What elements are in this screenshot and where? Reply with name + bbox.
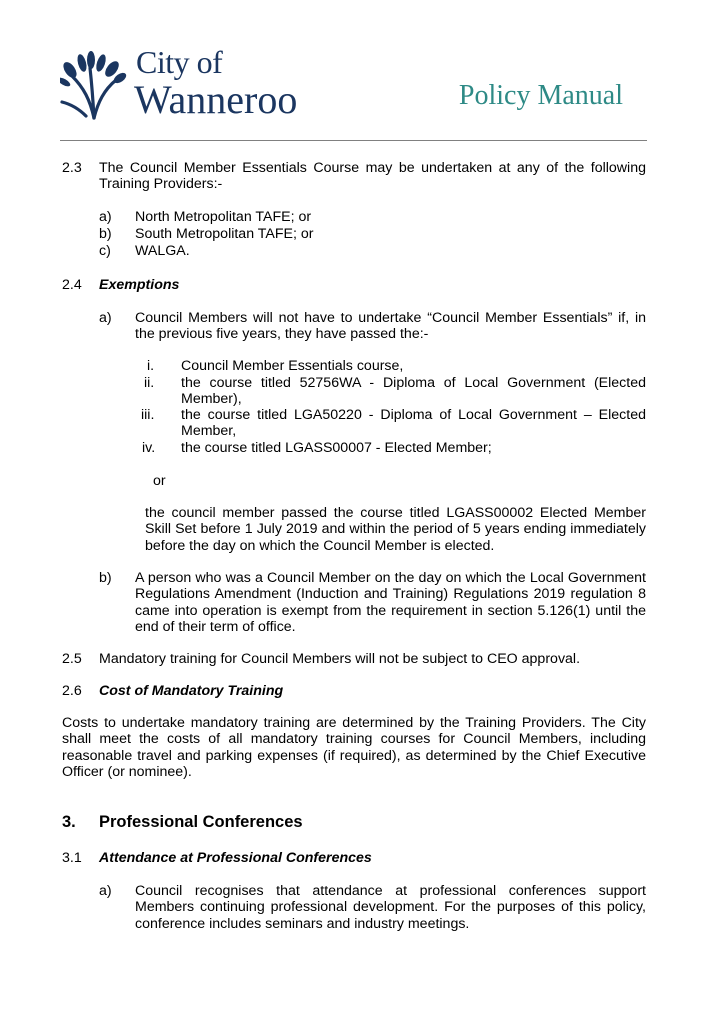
list-item — [99, 243, 190, 259]
or-text: or — [153, 473, 166, 489]
roman-label: ii. — [144, 375, 155, 391]
exemption-a — [99, 310, 646, 343]
roman-item — [137, 358, 646, 374]
conference-a — [99, 883, 646, 932]
section-2-4-heading — [62, 277, 179, 293]
section-number: 3.1 — [62, 850, 82, 866]
roman-label: i. — [147, 358, 155, 374]
section-2-3 — [62, 160, 646, 193]
section-heading: Attendance at Professional Conferences — [99, 850, 372, 866]
kangaroo-paw-logo-icon — [60, 50, 128, 120]
list-item-label: b) — [99, 226, 112, 242]
list-item — [99, 209, 311, 225]
section-3-1-heading — [62, 850, 372, 866]
section-3-heading — [62, 814, 303, 830]
roman-text: Council Member Essentials course, — [181, 358, 404, 374]
logo-name-text: Wanneroo — [134, 77, 298, 122]
section-text: Mandatory training for Council Members will not be subject to CEO approval. — [99, 651, 581, 667]
logo-city-text: City of — [136, 44, 223, 80]
roman-text: the course titled LGA50220 - Diploma of Local Government – Elected Member, — [181, 407, 646, 440]
list-item-label: b) — [99, 570, 112, 586]
section-2-5 — [62, 651, 580, 667]
section-number: 2.5 — [62, 651, 82, 667]
cost-paragraph: Costs to undertake mandatory training are determined by the Training Providers. The City shall meet the costs of all mandatory training courses for Council Members, including reasonable travel and parking expenses (if required), as determined by the Chief Executive Officer (or nominee). — [62, 715, 646, 780]
section-2-6-heading — [62, 683, 283, 699]
list-item — [99, 226, 313, 242]
section-heading: Exemptions — [99, 277, 180, 293]
list-item-label: c) — [99, 243, 111, 259]
list-item-text: South Metropolitan TAFE; or — [135, 226, 314, 242]
roman-item — [137, 440, 646, 456]
list-item-text: WALGA. — [135, 243, 190, 259]
section-number: 3. — [62, 813, 76, 831]
list-item-label: a) — [99, 310, 112, 326]
section-heading: Cost of Mandatory Training — [99, 683, 284, 699]
policy-manual-title: Policy Manual — [458, 80, 623, 111]
roman-label: iii. — [141, 407, 155, 423]
list-item-text: Council recognises that attendance at professional conferences support Members continuing professional development. For the purposes of this policy, conference includes seminars and industry meetings. — [135, 883, 646, 932]
section-number: 2.4 — [62, 277, 82, 293]
section-text: The Council Member Essentials Course may be undertaken at any of the following Training Providers:- — [99, 160, 646, 193]
city-of-wanneroo-logo — [60, 44, 330, 124]
list-item-text: Council Members will not have to undertake “Council Member Essentials” if, in the previous five years, they have passed the:- — [135, 310, 646, 343]
roman-text: the course titled LGASS00007 - Elected Member; — [181, 440, 492, 456]
section-number: 2.6 — [62, 683, 82, 699]
roman-text: the course titled 52756WA - Diploma of Local Government (Elected Member), — [181, 375, 646, 408]
roman-item — [137, 375, 646, 408]
skill-set-paragraph: the council member passed the course titled LGASS00002 Elected Member Skill Set before 1 July 2019 and within the period of 5 years ending immediately before the day on which the Council Member is elected. — [145, 505, 646, 554]
section-heading: Professional Conferences — [99, 813, 303, 831]
roman-label: iv. — [142, 440, 156, 456]
header-divider — [60, 140, 647, 141]
section-number: 2.3 — [62, 160, 82, 176]
list-item-label: a) — [99, 883, 112, 899]
list-item-text: North Metropolitan TAFE; or — [135, 209, 312, 225]
exemption-b — [99, 570, 646, 635]
list-item-label: a) — [99, 209, 112, 225]
roman-item — [137, 407, 646, 440]
list-item-text: A person who was a Council Member on the day on which the Local Government Regulations Amendment (Induction and Training) Regulations 2019 regulation 8 came into operation is exempt from the requirement in section 5.126(1) until the end of their term of office. — [135, 570, 646, 635]
